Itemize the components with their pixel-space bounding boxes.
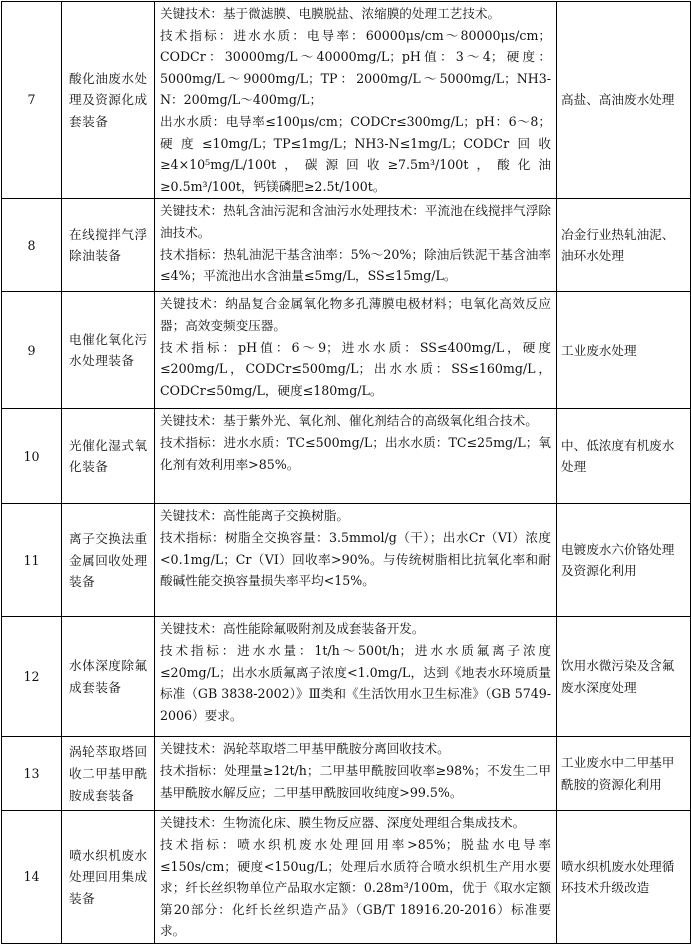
technical-description [155, 409, 557, 504]
key-technology: 关键技术：涡轮萃取塔二甲基甲酰胺分离回收技术。 [160, 741, 450, 757]
key-technology: 关键技术：热轧含油污泥和含油污水处理技术：平流池在线搅拌气浮除油技术。 [160, 203, 551, 240]
technical-description [155, 199, 557, 292]
equipment-name: 喷水织机废水处理回用集成装备 [62, 811, 155, 944]
table-row [2, 504, 691, 617]
application-field: 饮用水微污染及含氟废水深度处理 [557, 617, 691, 737]
effluent-quality: 出水水质：电导率≤100μs/cm；CODCr≤300mg/L；pH：6～8；硬度≤10mg/L；TP≤1mg/L；NH3-N≤1mg/L；CODCr回收≥4×10⁵mg/L/100t，碳源回收≥7.5m³/100t，酸化油≥0.5m³/100t，钙镁磷肥≥2.5t/100t。 [160, 113, 551, 194]
application-field: 电镀废水六价铬处理及资源化利用 [557, 504, 691, 617]
technical-indicators: 技术指标：树脂全交换容量：3.5mmol/g（干）；出水Cr（VI）浓度<0.1mg/L；Cr（VI）回收率>90%。与传统树脂相比抗氧化率和耐酸碱性能交换容量损失率平均<15%。 [160, 529, 551, 589]
table-row [2, 409, 691, 504]
table-row [2, 617, 691, 737]
row-number: 8 [2, 199, 62, 292]
row-number: 11 [2, 504, 62, 617]
row-number: 7 [2, 2, 62, 199]
table-row [2, 2, 691, 199]
key-technology: 关键技术：高性能离子交换树脂。 [160, 508, 349, 524]
technical-indicators: 技术指标：pH值：6～9；进水水质：SS≤400mg/L，硬度≤200mg/L，CODCr≤500mg/L；出水水质：SS≤160mg/L，CODCr≤50mg/L，硬度≤180mg/L。 [160, 339, 551, 398]
row-number: 9 [2, 292, 62, 409]
technical-description [155, 617, 557, 737]
equipment-table [1, 1, 691, 944]
equipment-name: 酸化油废水处理及资源化成套装备 [62, 2, 155, 199]
application-field: 高盐、高油废水处理 [557, 2, 691, 199]
application-field: 工业废水处理 [557, 292, 691, 409]
application-field: 工业废水中二甲基甲酰胺的资源化利用 [557, 737, 691, 811]
equipment-name: 水体深度除氟成套装备 [62, 617, 155, 737]
technical-description [155, 737, 557, 811]
row-number: 12 [2, 617, 62, 737]
technical-indicators: 技术指标：进水水质：电导率：60000μs/cm～80000μs/cm；CODCr：30000mg/L～40000mg/L；pH值：3～4；硬度：5000mg/L～9000mg/L；TP：2000mg/L～5000mg/L；NH3-N：200mg/L～400mg/L； [160, 27, 551, 108]
technical-description [155, 292, 557, 409]
equipment-name: 光催化湿式氧化装备 [62, 409, 155, 504]
row-number: 14 [2, 811, 62, 944]
key-technology: 关键技术：高性能除氟吸附剂及成套装备开发。 [160, 621, 425, 637]
application-field: 冶金行业热轧油泥、油环水处理 [557, 199, 691, 292]
equipment-name: 在线搅拌气浮除油装备 [62, 199, 155, 292]
key-technology: 关键技术：基于紫外光、氧化剂、催化剂结合的高级氧化组合技术。 [160, 413, 538, 429]
key-technology: 关键技术：生物流化床、膜生物反应器、深度处理组合集成技术。 [160, 815, 526, 831]
application-field: 中、低浓度有机废水处理 [557, 409, 691, 504]
technical-indicators: 技术指标：处理量≥12t/h；二甲基甲酰胺回收率≥98%；不发生二甲基甲酰胺水解反应；二甲基甲酰胺回收纯度>99.5%。 [160, 762, 551, 800]
table-row [2, 292, 691, 409]
key-technology: 关键技术：纳晶复合金属氧化物多孔薄膜电极材料；电氧化高效反应器；高效变频变压器。 [160, 296, 551, 333]
row-number: 13 [2, 737, 62, 811]
equipment-name: 涡轮萃取塔回收二甲基甲酰胺成套装备 [62, 737, 155, 811]
technical-description [155, 504, 557, 617]
application-field: 喷水织机废水处理循环技术升级改造 [557, 811, 691, 944]
table-row [2, 737, 691, 811]
technical-indicators: 技术指标：热轧油泥干基含油率：5%～20%；除油后铁泥干基含油率≤4%；平流池出水含油量≤5mg/L，SS≤15mg/L。 [160, 246, 551, 284]
technical-indicators: 技术指标：喷水织机废水处理回用率>85%；脱盐水电导率≤150s/cm；硬度<150ug/L；处理后水质符合喷水织机生产用水要求；纤长丝织物单位产品取水定额：0.28m³/100m，优于《取水定额第20部分：化纤长丝织造产品》（GB/T 18916.20-2016）标准要求。 [160, 836, 551, 939]
technical-indicators: 技术指标：进水水量：1t/h～500t/h；进水水质氟离子浓度≤20mg/L；出水水质氟离子浓度<1.0mg/L，达到《地表水环境质量标准（GB 3838-2002）》Ⅲ类和《生活饮用水卫生标准》（GB 5749-2006）要求。 [160, 642, 551, 723]
technical-description [155, 2, 557, 199]
key-technology: 关键技术：基于微滤膜、电膜脱盐、浓缩膜的处理工艺技术。 [160, 6, 501, 21]
technical-indicators: 技术指标：进水水质：TC≤500mg/L；出水水质：TC≤25mg/L；氧化剂有效利用率>85%。 [160, 434, 551, 472]
row-number: 10 [2, 409, 62, 504]
equipment-name: 离子交换法重金属回收处理装备 [62, 504, 155, 617]
table-row [2, 199, 691, 292]
equipment-name: 电催化氧化污水处理装备 [62, 292, 155, 409]
